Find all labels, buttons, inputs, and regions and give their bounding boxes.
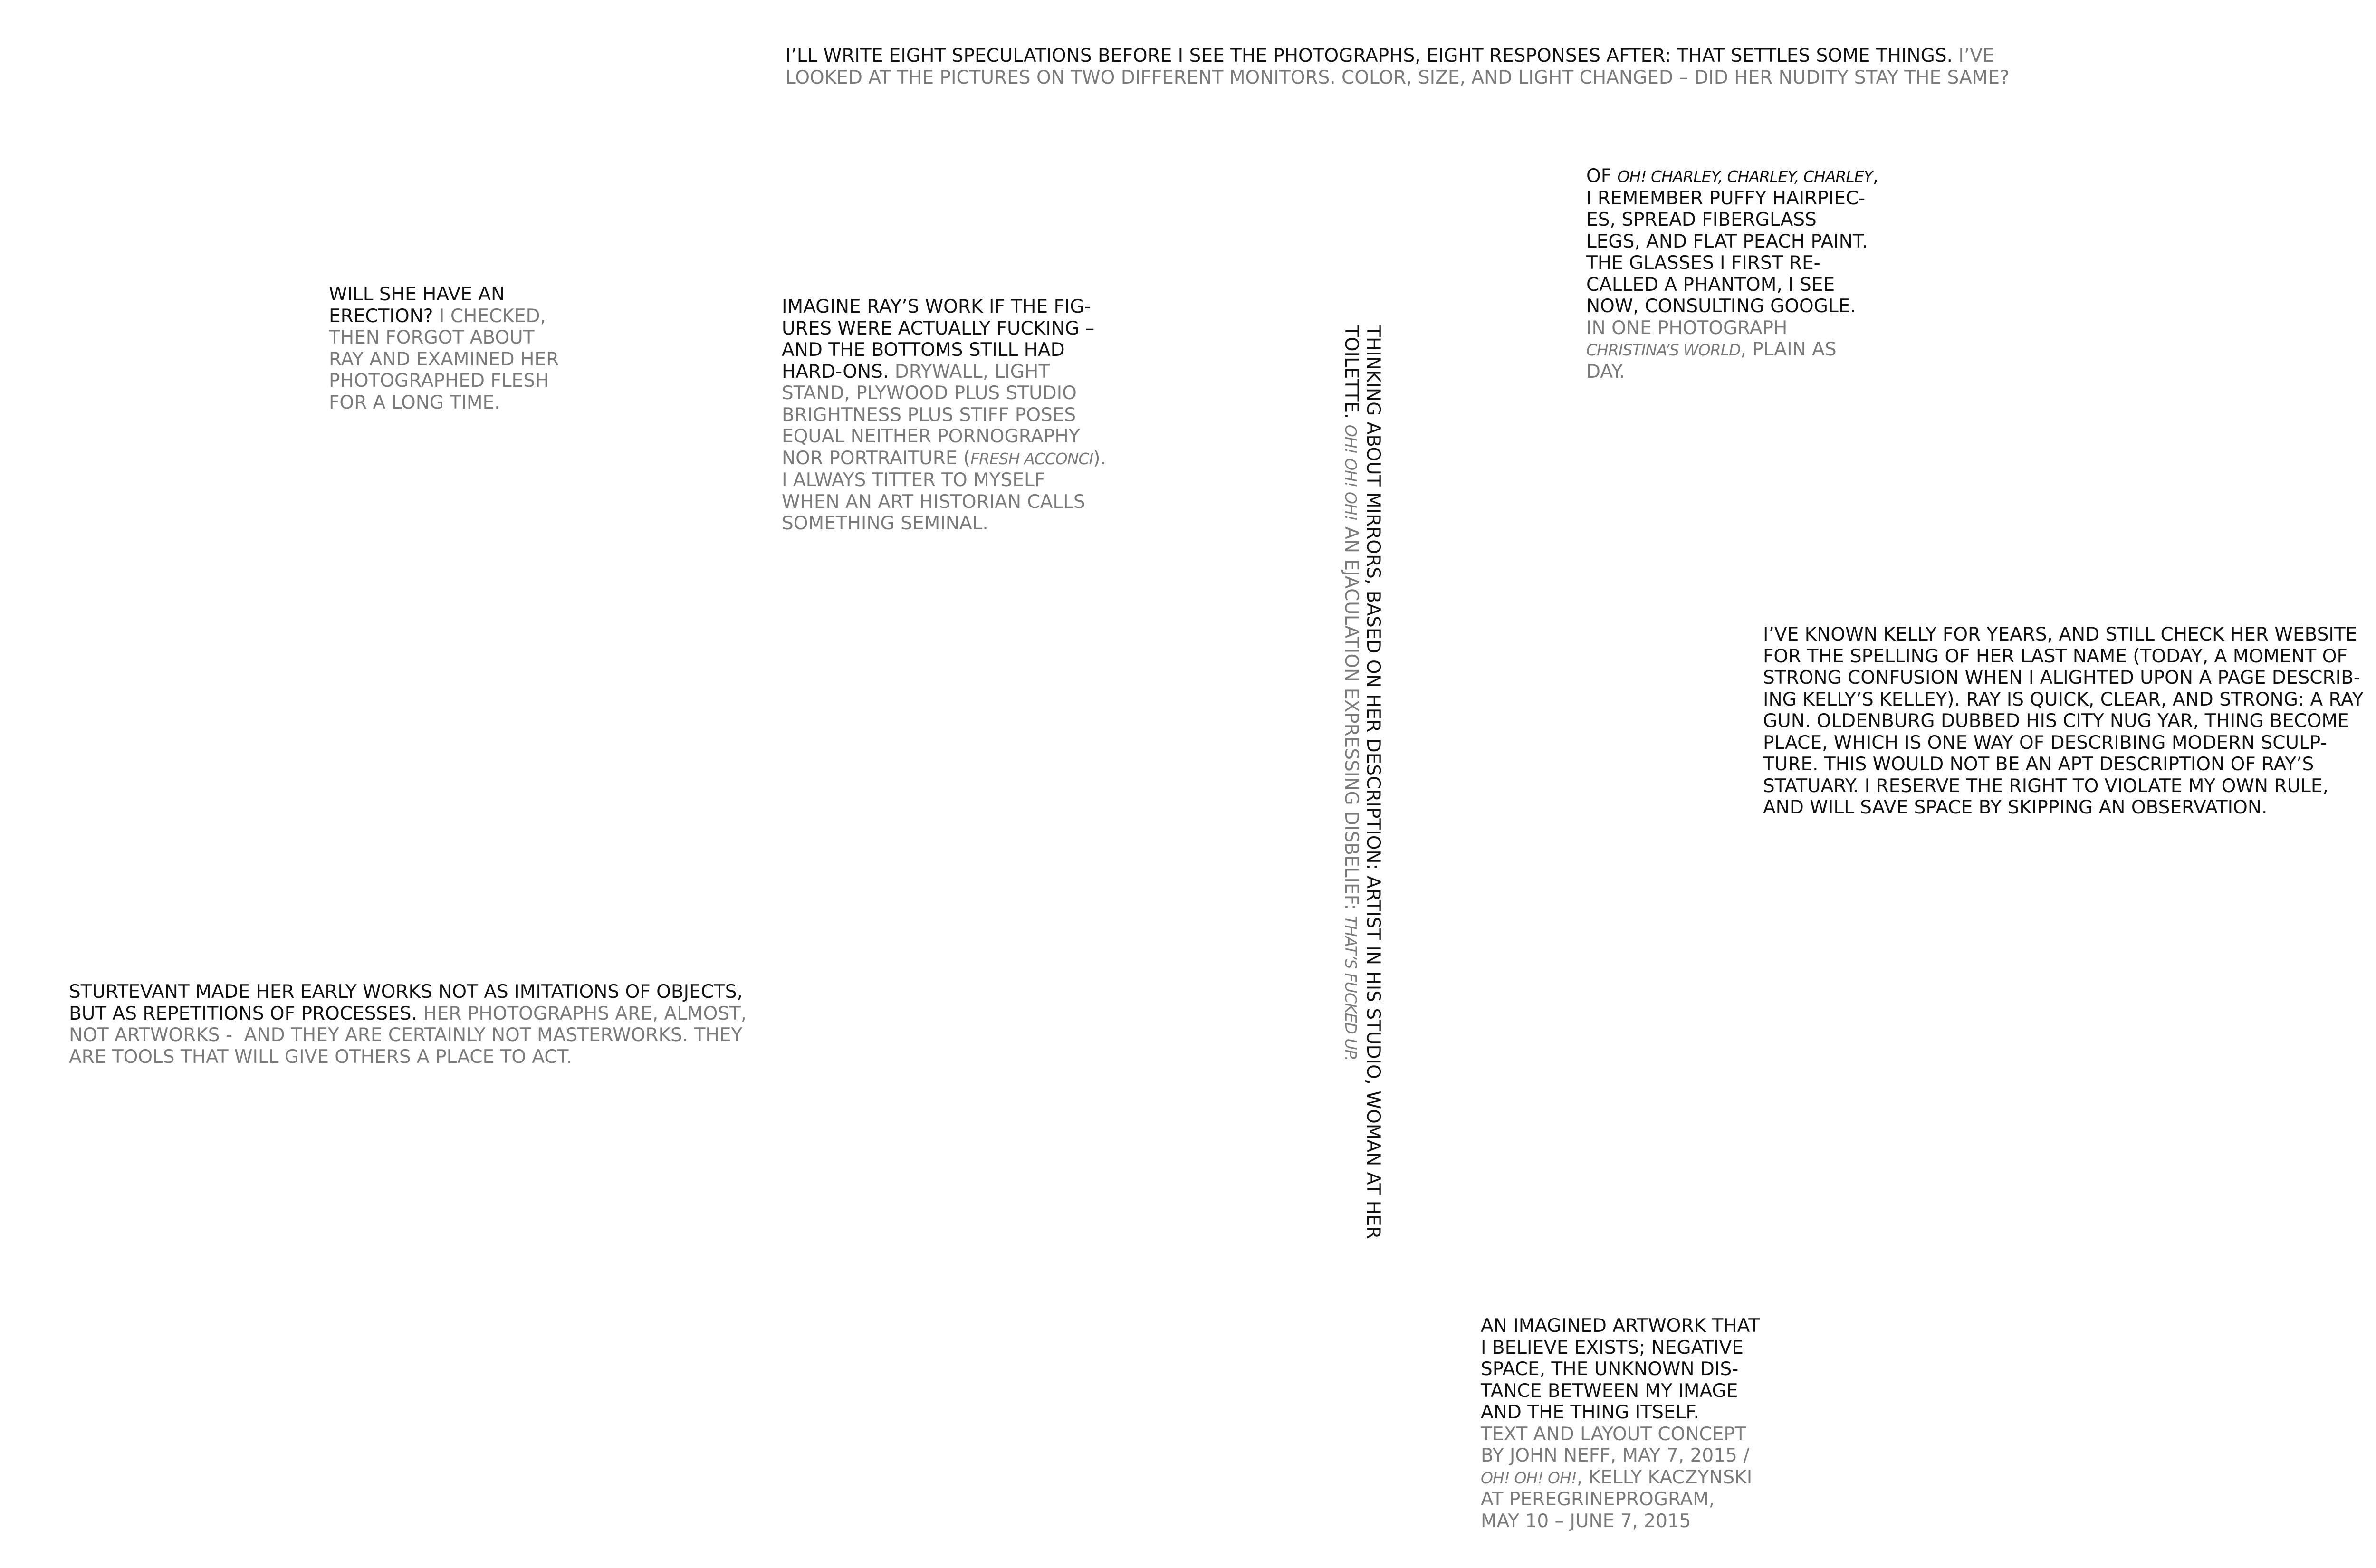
charley-line-8: IN ONE PHOTOGRAPH [1586, 317, 1788, 339]
intro-line-1: I’LL WRITE EIGHT SPECULATIONS BEFORE I SEE THE PHOTOGRAPHS, EIGHT RESPONSES AFTER: THAT SETTLES SOME THINGS. [786, 45, 1953, 67]
mirrors-vertical-text-block [1340, 325, 1384, 1276]
imagine-line-8-end: ). [1093, 447, 1106, 469]
imagine-line-4: HARD-ONS. [782, 361, 889, 382]
kelly-line-5: GUN. OLDENBURG DUBBED HIS CITY NUG YAR, THING BECOME [1763, 710, 2349, 732]
charley-line-7: NOW, CONSULTING GOOGLE. [1586, 296, 1856, 317]
imagined-line-2: I BELIEVE EXISTS; NEGATIVE [1481, 1337, 1744, 1358]
mirrors-line-2-italic-1: OH! OH! OH! [1341, 424, 1360, 521]
kelly-line-2: FOR THE SPELLING OF HER LAST NAME (TODAY, A MOMENT OF [1763, 645, 2347, 667]
kelly-line-6: PLACE, WHICH IS ONE WAY OF DESCRIBING MODERN SCULP- [1763, 732, 2327, 754]
colophon-line-5: MAY 10 – JUNE 7, 2015 [1481, 1510, 1691, 1532]
imagined-artwork-text-block [1481, 1315, 1760, 1532]
erection-line-1: WILL SHE HAVE AN [329, 284, 505, 305]
colophon-line-3: , KELLY KACZYNSKI [1577, 1466, 1753, 1488]
charley-line-9-italic: CHRISTINA’S WORLD [1586, 341, 1741, 359]
colophon-line-4: AT PEREGRINEPROGRAM, [1481, 1489, 1715, 1510]
sturtevant-line-4: ARE TOOLS THAT WILL GIVE OTHERS A PLACE TO ACT. [69, 1046, 573, 1068]
imagined-line-5: AND THE THING ITSELF. [1481, 1402, 1699, 1423]
imagined-line-4: TANCE BETWEEN MY IMAGE [1481, 1380, 1738, 1402]
charley-line-2: I REMEMBER PUFFY HAIRPIEC- [1586, 187, 1866, 209]
imagine-line-5: STAND, PLYWOOD PLUS STUDIO [782, 382, 1077, 404]
kelly-line-1: I’VE KNOWN KELLY FOR YEARS, AND STILL CHECK HER WEBSITE [1763, 624, 2357, 645]
imagine-line-2: URES WERE ACTUALLY FUCKING – [782, 317, 1095, 339]
sturtevant-line-2: BUT AS REPETITIONS OF PROCESSES. [69, 1003, 417, 1024]
imagine-line-11: SOMETHING SEMINAL. [782, 513, 988, 534]
charley-text-block [1586, 165, 1878, 382]
mirrors-line-1: THINKING ABOUT MIRRORS, BASED ON HER DESCRIPTION: ARTIST IN HIS STUDIO, WOMAN AT HER [1362, 325, 1384, 1239]
erection-line-2-gray: I CHECKED, [439, 305, 546, 327]
sturtevant-line-3: NOT ARTWORKS - AND THEY ARE CERTAINLY NOT MASTERWORKS. THEY [69, 1024, 743, 1046]
sturtevant-line-1: STURTEVANT MADE HER EARLY WORKS NOT AS IMITATIONS OF OBJECTS, [69, 981, 743, 1003]
sturtevant-line-2-gray: HER PHOTOGRAPHS ARE, ALMOST, [423, 1003, 747, 1024]
colophon-line-1: TEXT AND LAYOUT CONCEPT [1481, 1423, 1746, 1445]
kelly-line-7: TURE. THIS WOULD NOT BE AN APT DESCRIPTION OF RAY’S [1763, 754, 2314, 775]
kelly-text-block [1763, 624, 2364, 819]
imagined-line-1: AN IMAGINED ARTWORK THAT [1481, 1315, 1760, 1337]
imagine-line-9: I ALWAYS TITTER TO MYSELF [782, 469, 1045, 491]
imagine-line-10: WHEN AN ART HISTORIAN CALLS [782, 491, 1085, 513]
colophon-line-2: BY JOHN NEFF, MAY 7, 2015 / [1481, 1445, 1750, 1466]
intro-text-block [786, 45, 2010, 88]
imagined-line-3: SPACE, THE UNKNOWN DIS- [1481, 1358, 1739, 1380]
imagine-line-6: BRIGHTNESS PLUS STIFF POSES [782, 404, 1076, 426]
erection-line-5: PHOTOGRAPHED FLESH [329, 370, 549, 392]
kelly-line-9: AND WILL SAVE SPACE BY SKIPPING AN OBSERVATION. [1763, 797, 2268, 818]
charley-line-10: DAY. [1586, 361, 1625, 382]
mirrors-line-2: TOILETTE. [1341, 325, 1362, 419]
imagine-line-3: AND THE BOTTOMS STILL HAD [782, 339, 1065, 361]
charley-line-1-italic: OH! CHARLEY, CHARLEY, CHARLEY [1617, 167, 1873, 186]
imagine-text-block [782, 296, 1106, 535]
imagine-line-8: NOR PORTRAITURE ( [782, 447, 971, 469]
kelly-line-3: STRONG CONFUSION WHEN I ALIGHTED UPON A PAGE DESCRIB- [1763, 667, 2360, 688]
imagine-line-8-italic: FRESH ACCONCI [970, 449, 1093, 468]
sturtevant-text-block [69, 981, 747, 1068]
imagine-line-7: EQUAL NEITHER PORNOGRAPHY [782, 426, 1080, 447]
imagine-line-4-gray: DRYWALL, LIGHT [894, 361, 1050, 382]
charley-line-1: OF [1586, 165, 1612, 187]
intro-line-1-gray: I’VE [1958, 45, 1994, 67]
kelly-line-4: ING KELLY’S KELLEY). RAY IS QUICK, CLEAR, AND STRONG: A RAY [1763, 688, 2364, 710]
charley-line-6: CALLED A PHANTOM, I SEE [1586, 274, 1835, 296]
erection-line-6: FOR A LONG TIME. [329, 392, 500, 413]
erection-line-3: THEN FORGOT ABOUT [329, 327, 535, 348]
charley-line-1-end: , [1872, 165, 1879, 187]
erection-line-2: ERECTION? [329, 305, 433, 327]
charley-line-5: THE GLASSES I FIRST RE- [1586, 252, 1820, 274]
charley-line-3: ES, SPREAD FIBERGLASS [1586, 209, 1817, 230]
charley-line-4: LEGS, AND FLAT PEACH PAINT. [1586, 230, 1868, 252]
erection-text-block [329, 284, 559, 413]
intro-line-2: LOOKED AT THE PICTURES ON TWO DIFFERENT MONITORS. COLOR, SIZE, AND LIGHT CHANGED – DID HER NUDITY STAY THE SAME? [786, 67, 2010, 88]
mirrors-line-2-italic-2: THAT’S FUCKED UP. [1341, 916, 1360, 1061]
colophon-line-3-italic: OH! OH! OH! [1481, 1468, 1577, 1487]
mirrors-line-2-gray: AN EJACULATION EXPRESSING DISBELIEF: [1341, 526, 1362, 910]
charley-line-9: , PLAIN AS [1740, 339, 1837, 360]
imagine-line-1: IMAGINE RAY’S WORK IF THE FIG- [782, 296, 1091, 317]
kelly-line-8: STATUARY. I RESERVE THE RIGHT TO VIOLATE MY OWN RULE, [1763, 775, 2328, 797]
erection-line-4: RAY AND EXAMINED HER [329, 348, 559, 370]
